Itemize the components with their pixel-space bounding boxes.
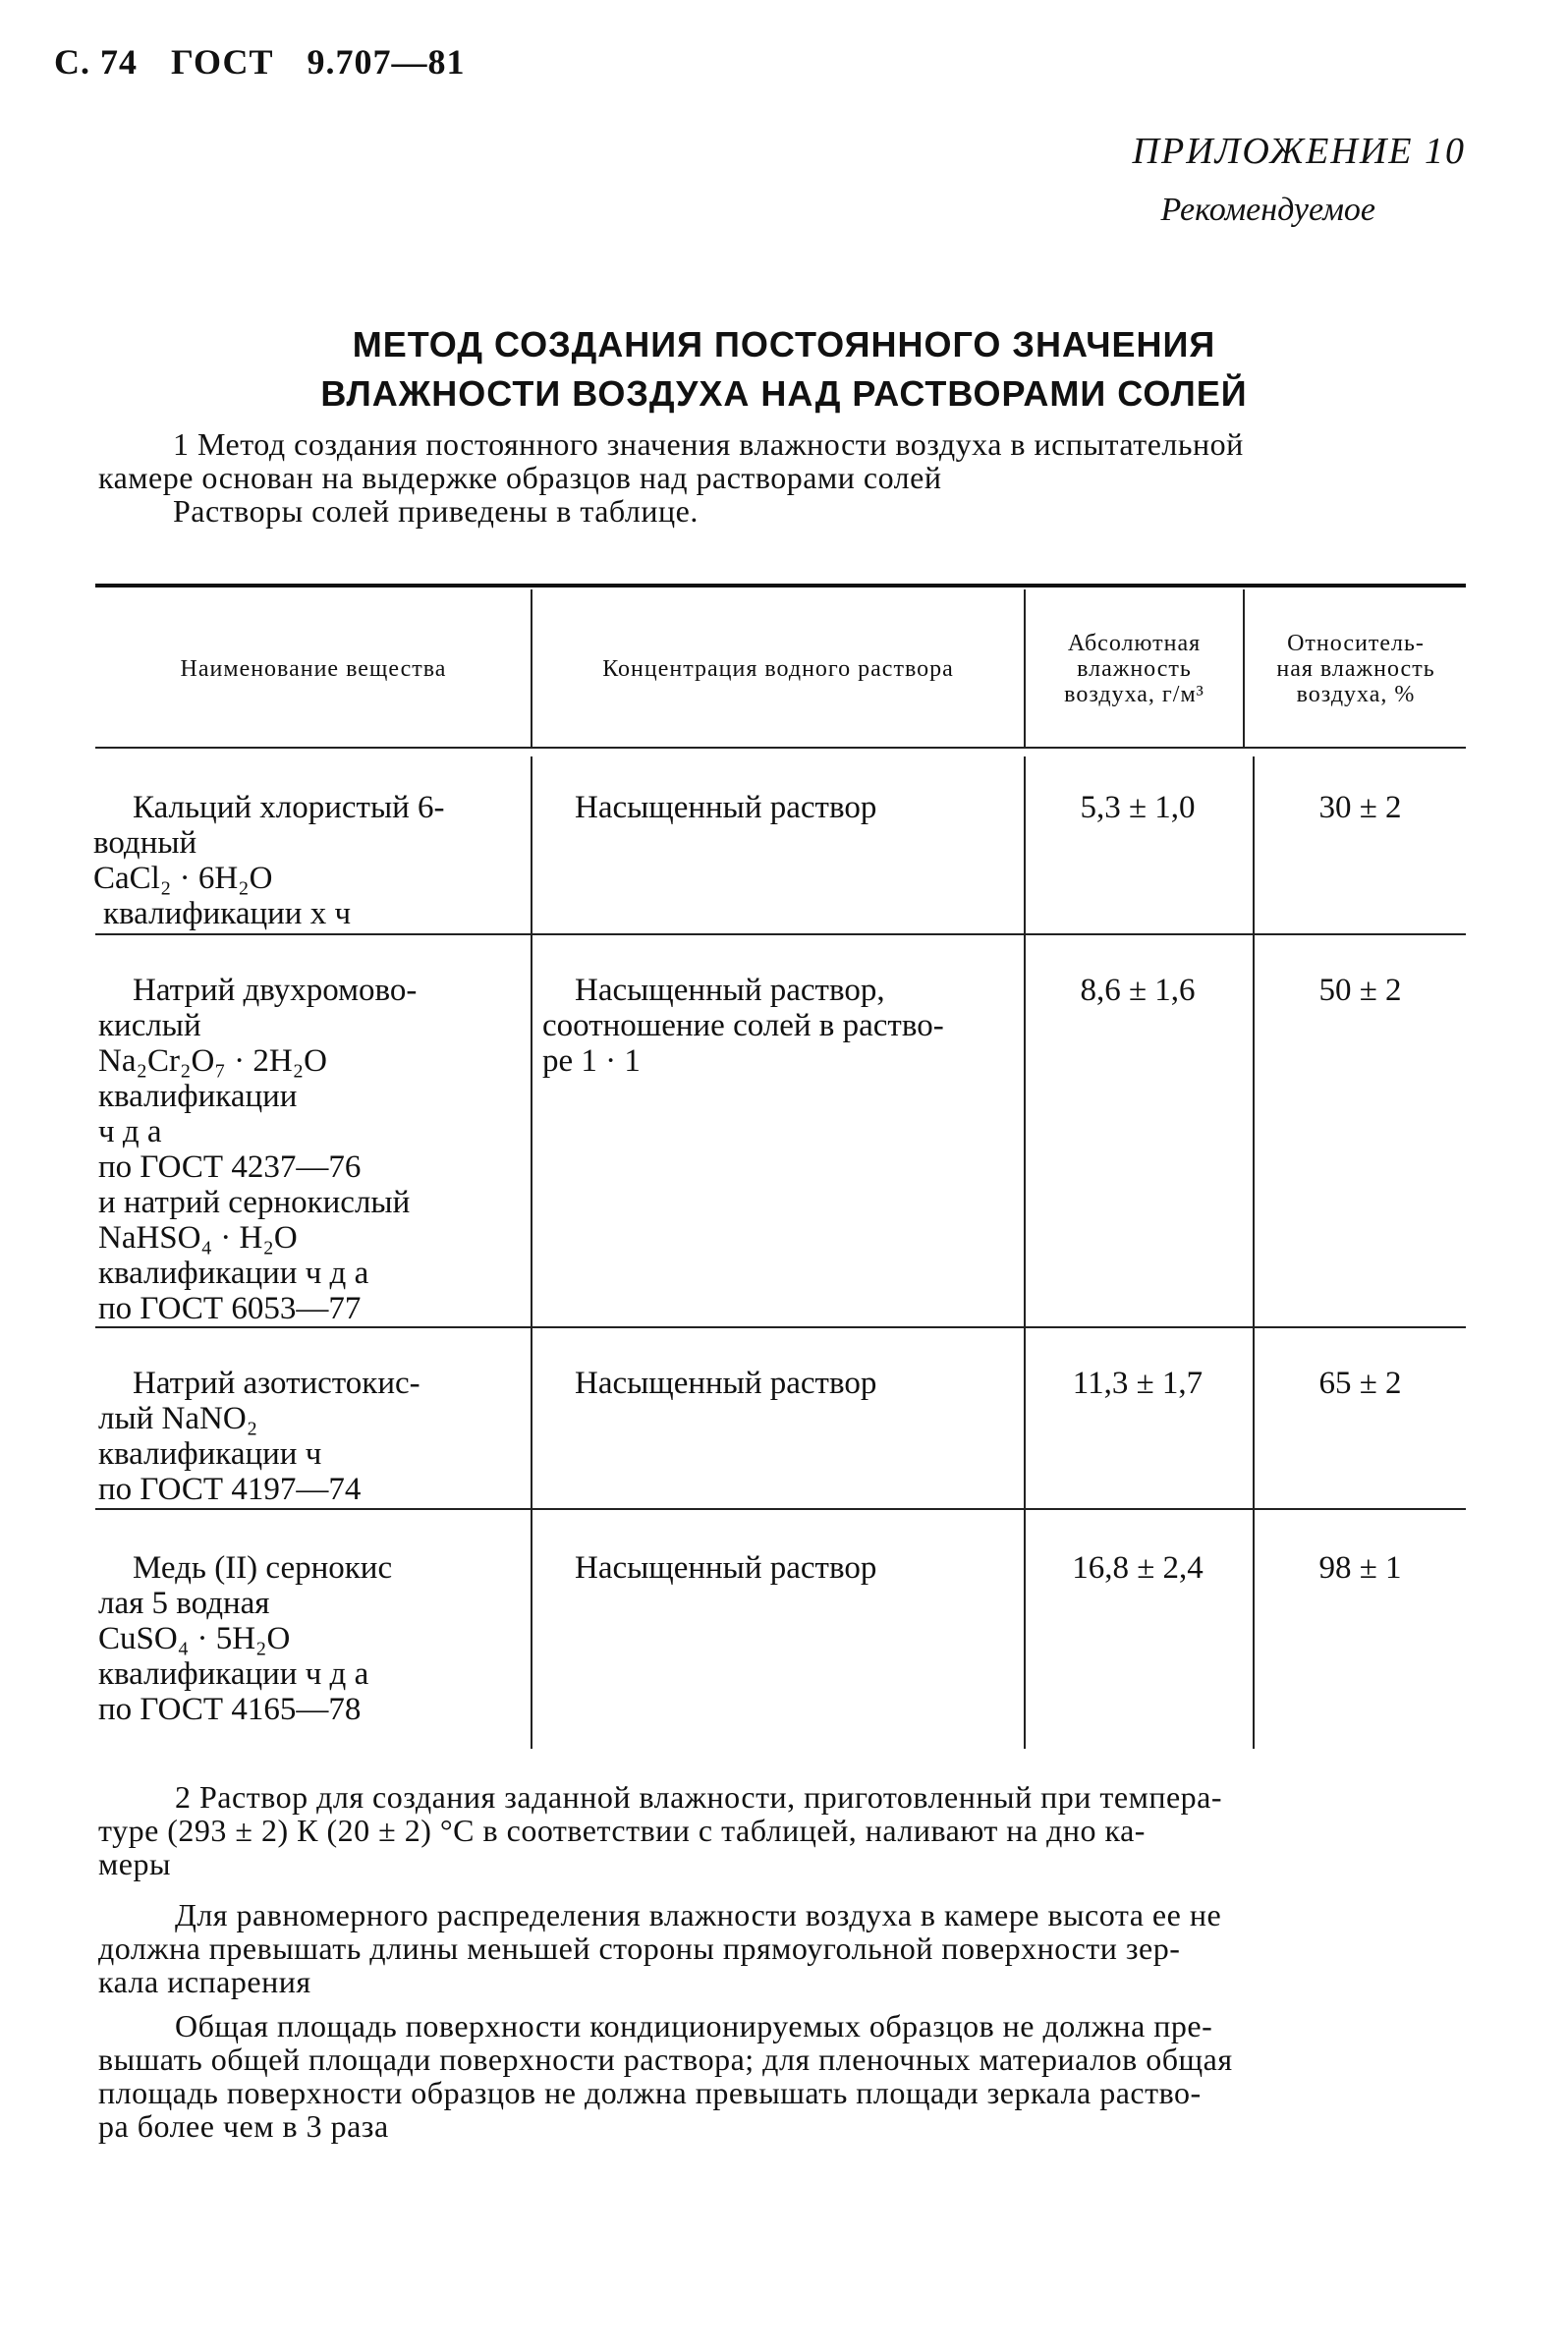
table-row-1-name — [93, 790, 445, 931]
header-absolute-line: влажность — [1077, 656, 1192, 682]
header-relative — [1246, 631, 1466, 707]
name-line: Na₂Cr₂O₇ · 2H₂O — [98, 1043, 327, 1079]
table-row-1-concentration — [575, 790, 876, 825]
header-relative-line: Относитель- — [1287, 631, 1425, 656]
name-line: CuSO₄ · 5H₂O — [98, 1621, 291, 1656]
concentration-line: Насыщенный раствор — [575, 790, 877, 825]
table-col-divider — [531, 756, 532, 1749]
table-col-divider — [1024, 756, 1026, 1749]
table-row-3-concentration — [575, 1366, 876, 1401]
appendix-status: Рекомендуемое — [1160, 192, 1375, 228]
appendix-label: ПРИЛОЖЕНИЕ 10 — [1132, 131, 1466, 172]
name-line: NaHSO₄ · H₂O — [98, 1220, 298, 1256]
intro-line: камере основан на выдержке образцов над растворами солей — [98, 460, 942, 495]
table-row-4-concentration — [575, 1550, 876, 1586]
name-line: квалификации х ч — [103, 896, 352, 931]
name-line: водный — [93, 825, 197, 861]
header-absolute-line: Абсолютная — [1067, 631, 1202, 656]
table-header-rule — [95, 747, 1466, 749]
title-line-2: ВЛАЖНОСТИ ВОЗДУХА НАД РАСТВОРАМИ СОЛЕЙ — [320, 373, 1248, 414]
table-col-divider — [1253, 756, 1255, 1749]
page-header — [54, 41, 488, 83]
intro-line: Растворы солей приведены в таблице. — [173, 493, 699, 529]
table-row-1-absolute: 5,3 ± 1,0 — [1080, 790, 1196, 825]
paragraph-line: Для равномерного распределения влажности воздуха в камере высота ее не — [175, 1897, 1222, 1932]
concentration-line: Насыщенный раствор, — [575, 973, 885, 1008]
table-row-3-absolute: 11,3 ± 1,7 — [1072, 1366, 1204, 1401]
name-line: Медь (II) сернокис — [133, 1550, 393, 1586]
name-line: Натрий двухромово- — [133, 973, 418, 1008]
section2-paragraph-2 — [98, 1898, 1464, 1998]
table-row-2-name — [98, 973, 418, 1326]
intro-paragraph — [98, 427, 1464, 528]
concentration-line: Насыщенный раствор — [575, 1550, 877, 1586]
standard-label: ГОСТ — [171, 42, 274, 82]
section2-paragraph-1 — [98, 1780, 1464, 1880]
name-line: по ГОСТ 6053—77 — [98, 1291, 362, 1326]
paragraph-line: меры — [98, 1846, 171, 1881]
concentration-line: Насыщенный раствор — [575, 1366, 877, 1401]
table-row-3-relative: 65 ± 2 — [1318, 1366, 1402, 1401]
table-col-divider — [531, 589, 532, 747]
table-row-2-concentration — [542, 973, 944, 1079]
concentration-line: соотношение солей в раство- — [542, 1008, 944, 1043]
table-row-1-relative: 30 ± 2 — [1318, 790, 1402, 825]
header-relative-line: воздуха, % — [1296, 682, 1416, 707]
table-row-2-absolute: 8,6 ± 1,6 — [1080, 973, 1196, 1008]
table-row-4-relative: 98 ± 1 — [1318, 1550, 1402, 1586]
paragraph-line: кала испарения — [98, 1964, 311, 1999]
table-row-rule — [95, 1326, 1466, 1328]
paragraph-line: 2 Раствор для создания заданной влажности, приготовленный при темпера- — [175, 1779, 1222, 1815]
name-line: Кальций хлористый 6- — [133, 790, 445, 825]
table-row-rule — [95, 933, 1466, 935]
name-line: квалификации ч д а — [98, 1656, 369, 1692]
intro-line: 1 Метод создания постоянного значения влажности воздуха в испытательной — [173, 426, 1244, 462]
page-number: С. 74 — [54, 42, 138, 82]
section2-paragraph-3 — [98, 2009, 1464, 2143]
table-row-rule — [95, 1508, 1466, 1510]
header-relative-line: ная влажность — [1276, 656, 1435, 682]
name-line: и натрий сернокислый — [98, 1185, 411, 1220]
name-line: CaCl₂ · 6H₂O — [93, 861, 273, 896]
name-line: кислый — [98, 1008, 201, 1043]
concentration-line: ре 1 · 1 — [542, 1043, 641, 1079]
name-line: по ГОСТ 4237—76 — [98, 1149, 362, 1185]
name-line: квалификации ч д а — [98, 1256, 369, 1291]
table-top-rule — [95, 584, 1466, 588]
table-row-3-name — [98, 1366, 420, 1507]
header-name: Наименование вещества — [180, 656, 447, 682]
name-line: Натрий азотистокис- — [133, 1366, 420, 1401]
paragraph-line: площадь поверхности образцов не должна превышать площади зеркала раство- — [98, 2075, 1202, 2110]
table-row-2-relative: 50 ± 2 — [1318, 973, 1402, 1008]
name-line: квалификации ч — [98, 1436, 322, 1472]
name-line: по ГОСТ 4165—78 — [98, 1692, 362, 1727]
header-absolute — [1026, 631, 1243, 707]
standard-number: 9.707—81 — [307, 42, 466, 82]
name-line: квалификации — [98, 1079, 298, 1114]
paragraph-line: должна превышать длины меньшей стороны прямоугольной поверхности зер- — [98, 1931, 1181, 1966]
header-absolute-line: воздуха, г/м³ — [1064, 682, 1204, 707]
name-line: лая 5 водная — [98, 1586, 270, 1621]
title-line-1: МЕТОД СОЗДАНИЯ ПОСТОЯННОГО ЗНАЧЕНИЯ — [352, 324, 1216, 364]
paragraph-line: Общая площадь поверхности кондиционируемых образцов не должна пре- — [175, 2008, 1213, 2043]
paragraph-line: вышать общей площади поверхности раствора; для пленочных материалов общая — [98, 2042, 1233, 2077]
table-col-divider — [1243, 589, 1245, 747]
paragraph-line: ра более чем в 3 раза — [98, 2108, 389, 2144]
table-row-4-name — [98, 1550, 393, 1727]
name-line: по ГОСТ 4197—74 — [98, 1472, 362, 1507]
paragraph-line: туре (293 ± 2) К (20 ± 2) °С в соответствии с таблицей, наливают на дно ка- — [98, 1813, 1146, 1848]
header-concentration: Концентрация водного раствора — [602, 656, 954, 682]
name-line: лый NaNO₂ — [98, 1401, 258, 1436]
table-row-4-absolute: 16,8 ± 2,4 — [1072, 1550, 1204, 1586]
name-line: ч д а — [98, 1114, 162, 1149]
